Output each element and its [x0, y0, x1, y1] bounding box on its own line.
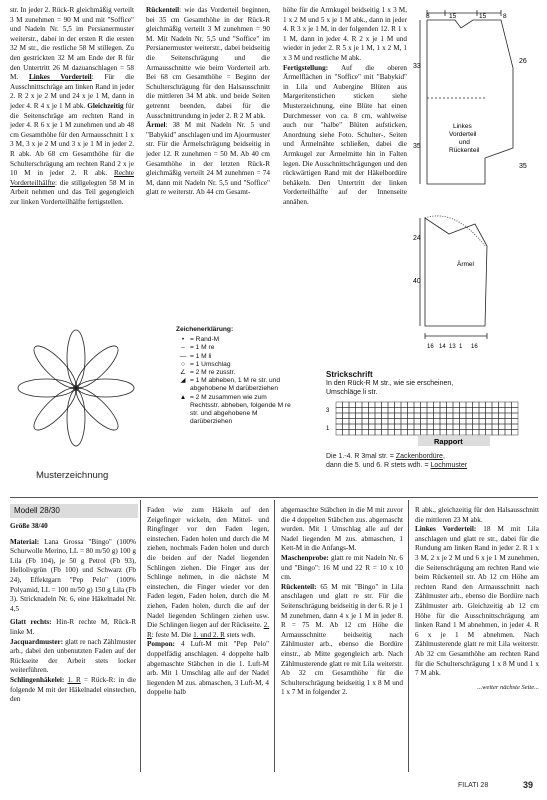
instructions-column-2: Rückenteil: wie das Vorderteil beginnen, bei 35 cm Gesamthöhe in der Rück-R gleichmäßig verteilt 3 M zunehmen = 90 M. Mit Nadeln Nr. 5,5 und "Soffice" im Persianermuster weiterstr., dabei beidseitig die Seitenschrägung und die Armausschnitte wie beim Vorderteil arb. Bei 68 cm Gesamthöhe = Beginn der Schulterschrägung für den Halsausschnitt die mittleren 34 M abk. und beide Seiten getrennt beenden, dabei für die Ausschnittrundung in jeder 2. R 2 M abk. Ärmel: 38 M mit Nadeln Nr. 5 und "Babykid" anschlagen und im Ajourmuster str. Für die Ärmelschrägung beidseitig in jeder 12. R zunehmen = 50 M. Ab 40 cm Gesamthöhe in der letzten Rück-R gleichmäßig verteilt 24 M zunehmen = 74 M, dann mit Nadeln Nr. 5,5 und "Soffice" glatt re weiterstr. Ab 44 cm Gesamt-	[146, 6, 270, 197]
chart-cell	[479, 424, 486, 430]
chart-cell	[356, 413, 363, 419]
chart-cell	[499, 430, 506, 436]
chart-cell	[375, 413, 382, 419]
chart-cell	[473, 424, 480, 430]
chart-cell	[336, 419, 343, 425]
chart-cell	[447, 408, 454, 414]
chart-cell	[447, 419, 454, 425]
chart-cell	[473, 419, 480, 425]
chart-cell	[473, 402, 480, 408]
chart-cell	[362, 424, 369, 430]
chart-cell	[466, 408, 473, 414]
chart-cell	[414, 430, 421, 436]
chart-cell	[486, 424, 493, 430]
chart-cell	[486, 430, 493, 436]
continued-note: ...weiter nächste Seite...	[477, 683, 539, 691]
chart-cell	[395, 430, 402, 436]
chart-cell	[479, 430, 486, 436]
legend-symbol: –	[181, 344, 185, 352]
dim-bottom-4: 1	[459, 344, 463, 350]
chart-cell	[421, 430, 428, 436]
chart-cell	[414, 424, 421, 430]
dim-top-2: 15	[449, 13, 457, 20]
chart-cell	[395, 413, 402, 419]
chart-cell	[408, 430, 415, 436]
chart-cell	[408, 413, 415, 419]
chart-cell	[440, 424, 447, 430]
chart-cell	[356, 408, 363, 414]
chart-cell	[408, 408, 415, 414]
legend-symbol: ∠	[180, 369, 186, 377]
chart-cell	[356, 419, 363, 425]
chart-cell	[512, 408, 519, 414]
dim-35-right: 35	[519, 163, 527, 170]
chart-cell	[440, 419, 447, 425]
legend-row: ◢ = 1 M abheben, 1 M re str. und abgehobene M darüberziehen	[176, 377, 296, 393]
legend-title: Zeichenerklärung:	[176, 326, 234, 333]
front-label-3: und	[459, 139, 470, 146]
dim-40: 40	[413, 278, 421, 285]
chart-cell	[408, 419, 415, 425]
chart-cell	[395, 424, 402, 430]
chart-cell	[375, 402, 382, 408]
chart-cell	[505, 413, 512, 419]
chart-cell	[499, 408, 506, 414]
musterzeichnung-caption: Musterzeichnung	[36, 470, 109, 481]
chart-cell	[479, 408, 486, 414]
chart-cell	[336, 413, 343, 419]
chart-cell	[486, 402, 493, 408]
dim-26: 26	[519, 58, 527, 65]
legend-row: ∠ = 2 M re zusstr.	[176, 369, 296, 377]
chart-cell	[505, 424, 512, 430]
chart-cell	[343, 424, 350, 430]
chart-cell	[499, 419, 506, 425]
chart-cell	[492, 424, 499, 430]
chart-cell	[388, 408, 395, 414]
chart-cell	[421, 424, 428, 430]
row-number-1: 1	[326, 426, 330, 432]
legend-symbol: •	[181, 336, 185, 344]
chart-cell	[499, 424, 506, 430]
chart-cell	[401, 402, 408, 408]
chart-cell	[466, 430, 473, 436]
chart-cell	[414, 408, 421, 414]
chart-cell	[343, 402, 350, 408]
chart-cell	[466, 413, 473, 419]
chart-cell	[427, 413, 434, 419]
chart-cell	[369, 408, 376, 414]
chart-cell	[395, 402, 402, 408]
chart-cell	[362, 430, 369, 436]
chart-cell	[453, 413, 460, 419]
chart-cell	[453, 424, 460, 430]
chart-cell	[375, 424, 382, 430]
strickschrift-title: Strickschrift	[326, 370, 373, 379]
chart-cell	[375, 419, 382, 425]
chart-cell	[382, 413, 389, 419]
chart-cell	[434, 419, 441, 425]
chart-cell	[388, 402, 395, 408]
chart-cell	[421, 408, 428, 414]
bottom-column-2: Faden wie zum Häkeln auf den Zeigefinger wickeln, den Mittel- und Ringfinger vor den Faden legen, einstechen. Faden holen und durch die M ziehen, nochmals Faden holen und durch die beiden auf der Nadel liegenden Schlingen ziehen. Die Finger aus der Schlinge nehmen, in die nächste M einstechen, die Finger wieder vor den Faden legen, Faden holen, durch die M ziehen, Faden holen, durch die auf der Nadel liegenden Schlingen ziehen usw. Die Schlingen liegen auf der Rückseite. 2. R: feste M. Die 1. und 2. R stets wdh. Pompon: 4 Luft-M mit "Pep Pelo" doppelfädig anschlagen. 4 doppelte halb abgemaschte Stäbchen in die 1. Luft-M arb. Mit 1 Umschlag alle auf der Nadel liegenden M zus. abmaschen, 3 Luft-M, 4 doppelte halb	[147, 506, 269, 697]
chart-cell	[460, 430, 467, 436]
chart-cell	[453, 419, 460, 425]
strickschrift-chart	[326, 400, 536, 452]
chart-cell	[427, 419, 434, 425]
chart-cell	[375, 408, 382, 414]
chart-cell	[395, 419, 402, 425]
chart-cell	[356, 430, 363, 436]
chart-cell	[453, 430, 460, 436]
chart-cell	[362, 419, 369, 425]
chart-cell	[505, 419, 512, 425]
chart-cell	[512, 419, 519, 425]
chart-cell	[440, 402, 447, 408]
strickschrift-footnote: Die 1.-4. R 3mal str. = Zackenbordüre, dann die 5. und 6. R stets wdh. = Lochmuster	[326, 453, 468, 469]
chart-cell	[369, 413, 376, 419]
instructions-column-3: höhe für die Armkugel beidseitig 1 x 3 M, 1 x 2 M und 5 x je 1 M abk., dann in jeder 4. R 3 x je 1 M, in der folgenden 12. R 1 x 1 M, dann in jeder 4. R 2 x je 1 M und wieder in jeder 2. R 5 x je 1 M, 1 x 2 M, 1 x 3 M und restliche M abk. Fertigstellung: Auf die oberen Ärmelflächen in "Soffice" mit "Babykid" in Lila und Aubergine Blüten aus Margeritenstichen sticken siehe Musterzeichnung, eine Blüte hat einen Durchmesser von ca. 8 cm, wahlweise auch nur "halbe" Blüten aufsticken, Anordnung siehe Foto. Schulter-, Seiten und Ärmelnähte schließen, dabei die Armkugel zur Ärmelmitte hin in Falten legen. Die Ausschnittschrägungen und den rückwärtigen Rand mit der Häkelbordüre behäkeln. Den Untertritt der linken Vorderteilhälfte auf der Innenseite annähen.	[283, 6, 407, 206]
chart-cell	[414, 419, 421, 425]
chart-cell	[343, 419, 350, 425]
chart-cell	[427, 402, 434, 408]
rapport-label: Rapport	[434, 437, 463, 446]
chart-cell	[499, 413, 506, 419]
chart-cell	[388, 419, 395, 425]
flower-pattern-drawing	[4, 320, 154, 480]
dim-top-4: 8	[503, 13, 507, 20]
magazine-name: FILATI 28	[458, 782, 489, 789]
chart-cell	[479, 402, 486, 408]
chart-cell	[512, 424, 519, 430]
chart-cell	[473, 413, 480, 419]
chart-cell	[460, 413, 467, 419]
dim-33: 33	[413, 63, 421, 70]
chart-cell	[492, 408, 499, 414]
chart-cell	[505, 402, 512, 408]
chart-cell	[486, 408, 493, 414]
chart-cell	[369, 419, 376, 425]
chart-cell	[466, 402, 473, 408]
chart-cell	[401, 419, 408, 425]
chart-cell	[460, 419, 467, 425]
chart-cell	[362, 402, 369, 408]
garment-schematic	[415, 8, 540, 388]
instructions-column-1: str. In jeder 2. Rück-R gleichmäßig verteilt 3 M zunehmen = 90 M und mit "Soffice" und Nadeln Nr. 5,5 im Persianermuster weiterstr., dabei in der ersten R die ersten 32 M str., die restliche 58 M stillegen. Zu den gestrickten 32 M am Ende der R für den Untertritt 26 M dazuanschlagen = 58 M. Linkes Vorderteil: Für die Ausschnittschräge am linken Rand in jeder 2. R 2 x je 2 M und 24 x je 1 M, dann in jeder 4. R 4 x je 1 M abk. Gleichzeitig für die Seitenschräge am rechten Rand in jeder 4. R 6 x je 1 M zunehmen und ab 48 cm Gesamthöhe für den Armausschnitt 1 x 3 M, 3 x je 2 M und 3 x je 1 M in jeder 2. R abk. Ab 68 cm Gesamthöhe für die Schulterschrägung am rechten Rand 2 x je 10 M in jeder 2. R abk. Rechte Vorderteilhälfte: die stillgelegten 58 M in Arbeit nehmen und das Teil gegengleich zur linken Vorderteilhälfte fertigstellen.	[10, 6, 135, 206]
legend-row: ▲ = 2 M zusammen wie zum Rechtsstr. abheben, folgende M re str. und abgehobene M darüberziehen	[176, 394, 296, 427]
chart-cell	[408, 402, 415, 408]
chart-cell	[434, 413, 441, 419]
page-number: 39	[523, 780, 534, 790]
chart-cell	[382, 430, 389, 436]
chart-cell	[388, 413, 395, 419]
sleeve-label: Ärmel	[457, 261, 474, 268]
chart-cell	[447, 424, 454, 430]
dim-top-1: 8	[426, 13, 430, 20]
chart-cell	[434, 424, 441, 430]
chart-cell	[492, 413, 499, 419]
chart-cell	[401, 424, 408, 430]
chart-cell	[382, 408, 389, 414]
chart-cell	[479, 413, 486, 419]
legend-row: – = 1 M re	[176, 344, 296, 352]
chart-cell	[434, 402, 441, 408]
dim-bottom-1: 16	[427, 344, 434, 350]
dim-bottom-2: 14	[439, 344, 446, 350]
vertical-divider-3	[408, 500, 409, 772]
chart-cell	[343, 413, 350, 419]
chart-cell	[473, 408, 480, 414]
modell-column: Größe 38/40 Material: Lana Grossa "Bingo" (100% Schurwolle Merino, LL = 80 m/50 g) 100 g Lila (Fb 104), je 50 g Petrol (Fb 93), Hellolivgrün (Fb 100) und Schwarz (Fb 24), Effektgarn "Pep Pelo" (100% Polyamid, LL = 100 m/50 g) 150 g Lila (Fb 3). Stricknadeln Nr. 6, eine Häkelnadel Nr. 4,5 Glatt rechts: Hin-R rechte M, Rück-R linke M. Jacquardmuster: glatt re nach Zählmuster arb., dabei den unbenutzten Faden auf der Rückseite der Arbeit stets locker weiterführen. Schlingenhäkelei: 1. R = Rück-R: in die folgende M mit der Häkelnadel einstechen, den	[10, 522, 137, 704]
legend-symbol: ○	[181, 360, 185, 368]
vertical-divider-1	[140, 500, 141, 772]
bottom-column-3: abgemaschte Stäbchen in die M mit zuvor die 4 doppelten Stäbchen zus. abgemascht wurden. Mit 1 Umschlag alle auf der Nadel liegenden M zus. abmaschen, 1 Kett-M in die Anfangs-M. Maschenprobe: glatt re mit Nadeln Nr. 6 und "Bingo": 16 M und 22 R = 10 x 10 cm. Rückenteil: 65 M mit "Bingo" in Lila anschlagen und glatt re str. Für die Seitenschrägung beidseitig in der 6. R je 1 M zunehmen, dann 4 x je 1 M in jeder 8. R = 75 M. Ab 12 cm Höhe die Armausschnitte beidseitig nach Zählmuster arb., ebenso die Bordüre einstr., ab Mitte gegengleich arb. Nach Zählmusterende glatt re mit Lila weiterstr. Ab 32 cm Gesamthöhe für die Schulterschrägung beidseitig 1 x 8 M und 1 x 7 M in folgender 2.	[281, 506, 403, 697]
legend-symbol: ◢	[180, 377, 186, 385]
legend-symbol: ▲	[179, 393, 187, 401]
legend-row: ○ = 1 Umschlag	[176, 361, 296, 369]
chart-cell	[421, 413, 428, 419]
chart-cell	[499, 402, 506, 408]
chart-cell	[466, 419, 473, 425]
chart-cell	[486, 419, 493, 425]
chart-cell	[382, 424, 389, 430]
chart-cell	[460, 408, 467, 414]
chart-cell	[401, 413, 408, 419]
chart-cell	[349, 424, 356, 430]
chart-cell	[382, 419, 389, 425]
chart-cell	[421, 402, 428, 408]
front-label-4: Rückenteil	[449, 147, 480, 154]
legend-row: — = 1 M li	[176, 353, 296, 361]
chart-cell	[447, 413, 454, 419]
chart-cell	[336, 430, 343, 436]
front-label-1: Linkes	[453, 123, 472, 130]
chart-cell	[356, 424, 363, 430]
chart-cell	[492, 430, 499, 436]
chart-cell	[395, 408, 402, 414]
chart-cell	[343, 408, 350, 414]
chart-cell	[492, 402, 499, 408]
chart-cell	[479, 419, 486, 425]
chart-cell	[453, 402, 460, 408]
chart-cell	[388, 430, 395, 436]
chart-cell	[466, 424, 473, 430]
chart-cell	[401, 430, 408, 436]
front-label-2: Vorderteil	[449, 131, 477, 138]
chart-cell	[362, 413, 369, 419]
chart-cell	[401, 408, 408, 414]
chart-cell	[460, 424, 467, 430]
chart-cell	[414, 402, 421, 408]
chart-cell	[512, 413, 519, 419]
chart-cell	[512, 430, 519, 436]
chart-cell	[356, 402, 363, 408]
chart-cell	[388, 424, 395, 430]
chart-cell	[362, 408, 369, 414]
chart-cell	[440, 413, 447, 419]
chart-cell	[349, 402, 356, 408]
chart-cell	[505, 430, 512, 436]
dim-top-3: 15	[479, 13, 487, 20]
chart-cell	[460, 402, 467, 408]
legend-symbol: —	[179, 352, 187, 360]
dim-35-left: 35	[413, 143, 421, 150]
symbol-legend	[176, 326, 296, 426]
chart-cell	[336, 408, 343, 414]
chart-cell	[408, 424, 415, 430]
chart-cell	[349, 413, 356, 419]
chart-cell	[447, 402, 454, 408]
chart-cell	[505, 408, 512, 414]
chart-cell	[336, 424, 343, 430]
chart-cell	[434, 408, 441, 414]
dim-bottom-5: 16	[471, 344, 478, 350]
horizontal-divider	[10, 497, 538, 498]
chart-cell	[447, 430, 454, 436]
chart-cell	[473, 430, 480, 436]
chart-cell	[382, 402, 389, 408]
dim-bottom-3: 13	[449, 344, 456, 350]
chart-cell	[492, 419, 499, 425]
bottom-column-4: R abk., gleichzeitig für den Halsausschnitt die mittleren 23 M abk. Linkes Vorderteil: 18 M mit Lila anschlagen und glatt re str., dabei für die Rundung am linken Rand in jeder 2. R 1 x 3 M, 2 x je 2 M und 6 x je 1 M zunehmen, die Seitenschrägung am rechten Rand wie beim Rückenteil str. Ab 12 cm Höhe am rechten Rand den Armausschnitt nach Zählmuster arb., ebenso die Bordüre nach Zählmuster arb. Gleichzeitig ab 12 cm Höhe für die Ausschnittschrägung am linken Rand 1 M abnehmen, in jeder 4. R 6 x je 1 M abnehmen. Nach Zählmusterende glatt re mit Lila weiterstr. Ab 32 cm Gesamthöhe am rechten Rand für die Schulterschrägung 1 x 8 M und 1 x 7 M abk. ...weiter nächste Seite...	[415, 506, 539, 691]
chart-cell	[369, 430, 376, 436]
chart-cell	[369, 424, 376, 430]
chart-cell	[427, 408, 434, 414]
modell-header: Modell 28/30	[10, 504, 138, 518]
strickschrift-block: Strickschrift In den Rück-R M str., wie sie erscheinen, Umschläge li str.	[326, 370, 536, 397]
chart-cell	[336, 402, 343, 408]
vertical-divider-2	[274, 500, 275, 772]
chart-cell	[440, 408, 447, 414]
chart-cell	[512, 402, 519, 408]
chart-cell	[375, 430, 382, 436]
chart-cell	[427, 430, 434, 436]
chart-cell	[440, 430, 447, 436]
chart-cell	[421, 419, 428, 425]
chart-cell	[453, 408, 460, 414]
legend-row: • = Rand-M	[176, 336, 296, 344]
chart-cell	[414, 413, 421, 419]
chart-cell	[343, 430, 350, 436]
chart-cell	[486, 413, 493, 419]
row-number-3: 3	[326, 408, 330, 414]
chart-cell	[434, 430, 441, 436]
chart-cell	[427, 424, 434, 430]
chart-cell	[349, 419, 356, 425]
dim-24: 24	[413, 235, 421, 242]
chart-cell	[369, 402, 376, 408]
chart-cell	[349, 430, 356, 436]
chart-cell	[349, 408, 356, 414]
